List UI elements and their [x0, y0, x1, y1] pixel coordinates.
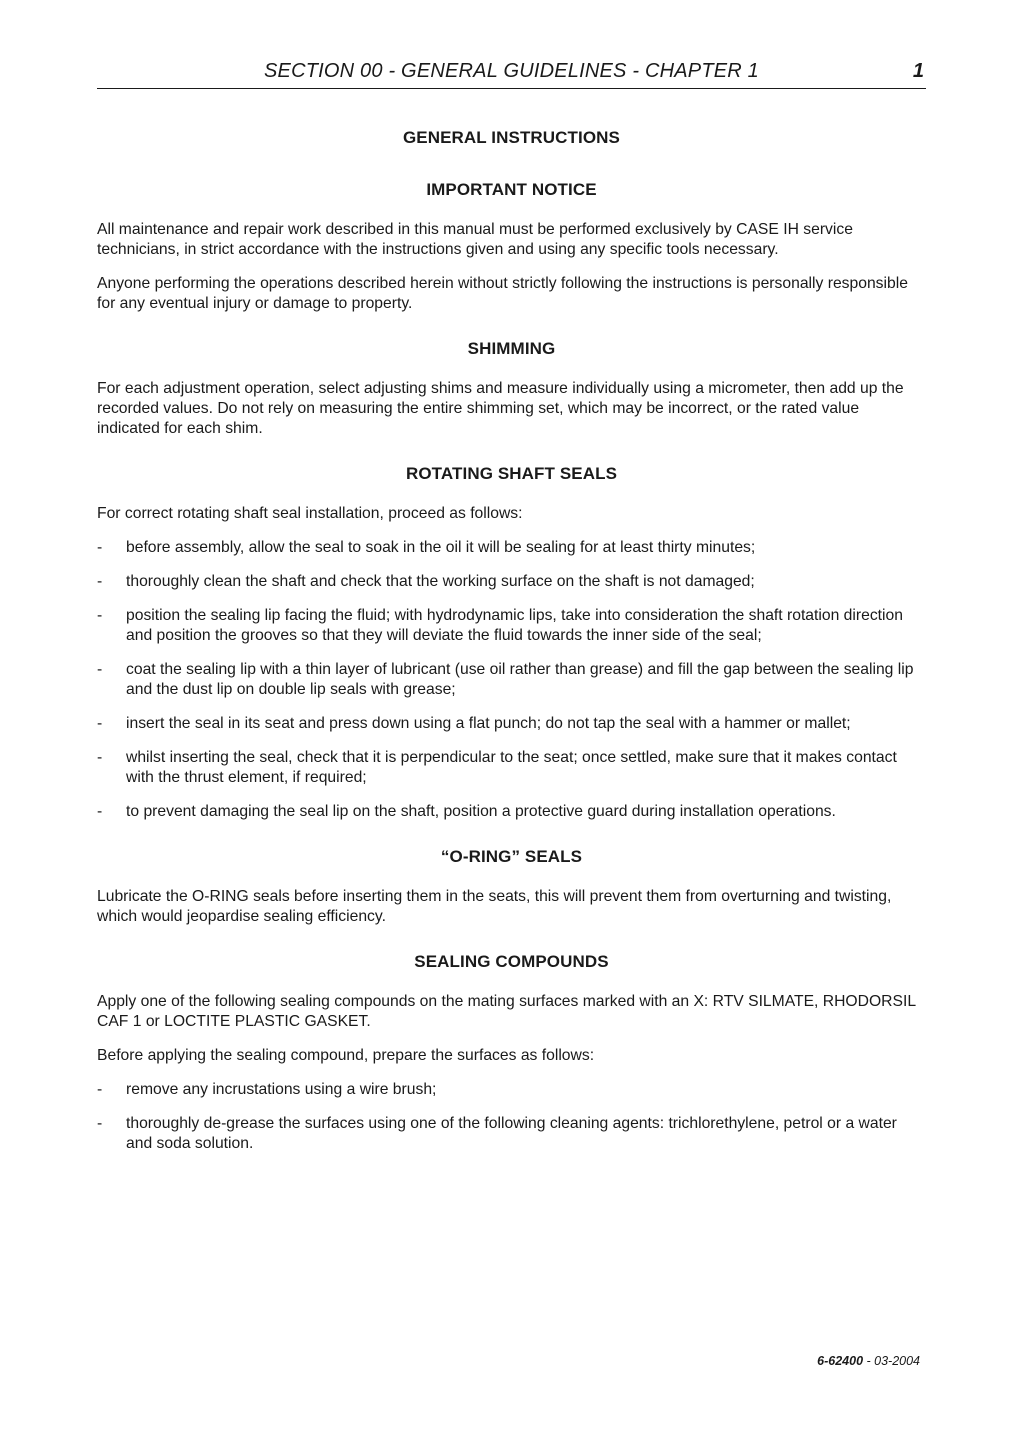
bullet-dash: - [97, 607, 103, 624]
list-item-text: position the sealing lip facing the fluid; with hydrodynamic lips, take into consideration the shaft rotation direction and position the grooves so that they will deviate the fluid towards the inner side of the seal; [126, 607, 903, 644]
list-item-text: coat the sealing lip with a thin layer of lubricant (use oil rather than grease) and fill the gap between the sealing lip and the dust lip on double lip seals with grease; [126, 661, 914, 698]
bullet-dash: - [97, 661, 103, 678]
list-item-text: thoroughly clean the shaft and check that the working surface on the shaft is not damaged; [126, 573, 755, 590]
bullet-dash: - [97, 539, 103, 556]
bullet-dash: - [97, 803, 103, 820]
list-item-text: to prevent damaging the seal lip on the shaft, position a protective guard during installation operations. [126, 803, 836, 820]
list-item [97, 802, 926, 822]
page-footer [817, 1354, 920, 1368]
bullet-dash: - [97, 1115, 103, 1132]
list-item [97, 606, 926, 646]
list-item [97, 1114, 926, 1154]
list-item [97, 660, 926, 700]
list-item [97, 572, 926, 592]
notice-paragraph-2: Anyone performing the operations described herein without strictly following the instructions is personally responsible for any eventual injury or damage to property. [97, 275, 908, 312]
list-item-text: before assembly, allow the seal to soak in the oil it will be sealing for at least thirty minutes; [126, 539, 756, 556]
bullet-dash: - [97, 715, 103, 732]
list-item-text: thoroughly de-grease the surfaces using one of the following cleaning agents: trichlorethylene, petrol or a water and soda solution. [126, 1115, 897, 1152]
document-date: 03-2004 [874, 1354, 920, 1368]
compounds-paragraph-2: Before applying the sealing compound, prepare the surfaces as follows: [97, 1047, 595, 1064]
bullet-dash: - [97, 749, 103, 766]
general-instructions-heading: GENERAL INSTRUCTIONS [402, 128, 621, 147]
page-header [97, 58, 926, 89]
list-item-text: whilst inserting the seal, check that it is perpendicular to the seat; once settled, make sure that it makes contact with the thrust element, if required; [126, 749, 897, 786]
list-item-text: insert the seal in its seat and press down using a flat punch; do not tap the seal with a hammer or mallet; [126, 715, 851, 732]
shimming-paragraph: For each adjustment operation, select adjusting shims and measure individually using a micrometer, then add up the recorded values. Do not rely on measuring the entire shimming set, which may be incorrect, or the rated value indicated for each shim. [97, 380, 904, 437]
header-title: SECTION 00 - GENERAL GUIDELINES - CHAPTER 1 [263, 60, 760, 82]
page-number: 1 [912, 60, 924, 82]
important-notice-heading: IMPORTANT NOTICE [426, 180, 597, 199]
document-code: 6-62400 [817, 1354, 864, 1368]
rotating-shaft-seals-heading: ROTATING SHAFT SEALS [405, 464, 618, 483]
list-item [97, 714, 926, 734]
shaft-seals-intro: For correct rotating shaft seal installation, proceed as follows: [97, 505, 523, 522]
bullet-dash: - [97, 573, 103, 590]
list-item [97, 1080, 926, 1100]
list-item [97, 538, 926, 558]
shimming-heading: SHIMMING [467, 339, 556, 358]
o-ring-seals-heading: “O-RING” SEALS [440, 847, 583, 866]
list-item-text: remove any incrustations using a wire brush; [126, 1081, 437, 1098]
compounds-paragraph-1: Apply one of the following sealing compounds on the mating surfaces marked with an X: RTV SILMATE, RHODORSIL CAF 1 or LOCTITE PLASTIC GASKET. [97, 993, 916, 1030]
sealing-compounds-heading: SEALING COMPOUNDS [414, 952, 609, 971]
list-item [97, 748, 926, 788]
o-ring-paragraph: Lubricate the O-RING seals before inserting them in the seats, this will prevent them from overturning and twisting, which would jeopardise sealing efficiency. [97, 888, 892, 925]
bullet-dash: - [97, 1081, 103, 1098]
notice-paragraph-1: All maintenance and repair work described in this manual must be performed exclusively by CASE IH service technicians, in strict accordance with the instructions given and using any specific tools necessary. [97, 221, 853, 258]
footer-separator: - [863, 1354, 875, 1368]
document-body [97, 128, 926, 1154]
